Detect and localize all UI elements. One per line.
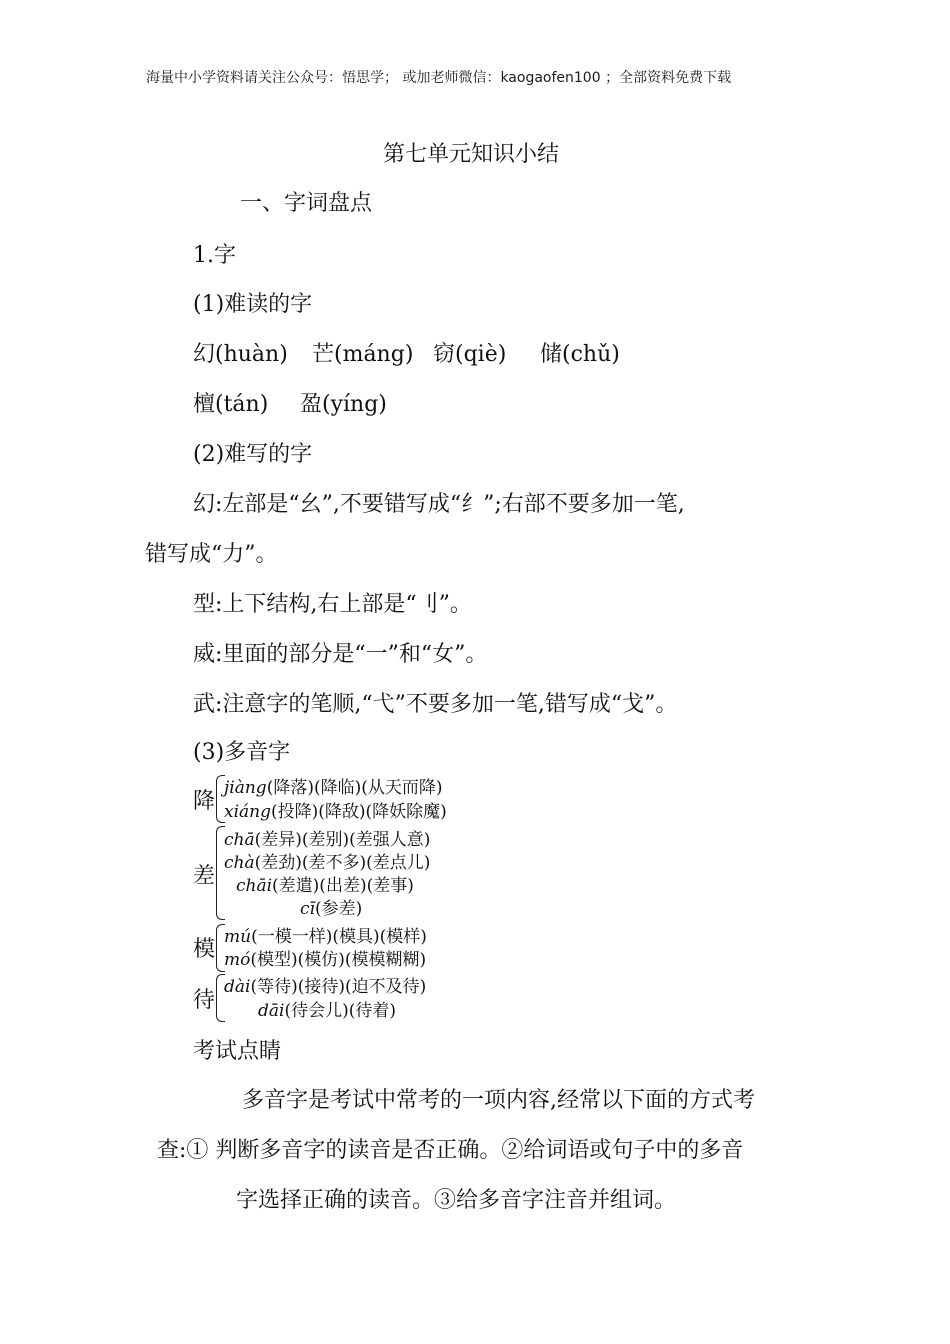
- hard-read-item: 储(chǔ): [540, 342, 620, 367]
- polyphonic-char: 待: [193, 988, 216, 1013]
- hard-read-item: 窃(qiè): [433, 342, 507, 367]
- page-header: 海量中小学资料请关注公众号：悟思学； 或加老师微信：kaogaofen100 ；全部资料免费下载: [146, 70, 732, 86]
- hard-read-item: 幻(huàn): [193, 342, 288, 367]
- hard-read-item: 盈(yíng): [300, 392, 387, 417]
- hard-write-item: 武:注意字的笔顺,“弋”不要多加一笔,错写成“戈”。: [193, 692, 678, 717]
- polyphonic-line: dāi(待会儿)(待着): [258, 1001, 396, 1021]
- page-title: 第七单元知识小结: [383, 142, 560, 167]
- polyphonic-line: mú(一模一样)(模具)(模样): [224, 927, 427, 947]
- polyphonic-char: 降: [193, 789, 216, 814]
- exam-paragraph-line: 字选择正确的读音。③给多音字注音并组词。: [236, 1188, 677, 1213]
- polyphonic-line: cī(参差): [300, 899, 363, 919]
- exam-paragraph-line: 查:① 判断多音字的读音是否正确。②给词语或句子中的多音: [157, 1138, 744, 1163]
- hard-read-item: 芒(máng): [312, 342, 414, 367]
- hard-write-item: 型:上下结构,右上部是“刂”。: [193, 592, 472, 617]
- polyphonic-char: 差: [193, 864, 216, 889]
- polyphonic-line: mó(模型)(模仿)(模模糊糊): [224, 950, 427, 970]
- polyphonic-line: jiàng(降落)(降临)(从天而降): [224, 778, 443, 798]
- hard-read-heading: (1)难读的字: [193, 292, 313, 317]
- hard-write-heading: (2)难写的字: [193, 442, 313, 467]
- hard-write-item: 错写成“力”。: [145, 542, 278, 567]
- hard-read-item: 檀(tán): [193, 392, 269, 417]
- polyphonic-heading: (3)多音字: [193, 740, 291, 765]
- section-heading: 一、字词盘点: [240, 191, 373, 216]
- polyphonic-line: xiáng(投降)(降敌)(降妖除魔): [224, 802, 447, 822]
- polyphonic-line: chāi(差遣)(出差)(差事): [236, 876, 414, 896]
- exam-heading: 考试点睛: [193, 1039, 282, 1064]
- hard-write-item: 威:里面的部分是“一”和“女”。: [193, 642, 488, 667]
- hard-write-item: 幻:左部是“幺”,不要错写成“纟”;右部不要多加一笔,: [193, 492, 685, 517]
- polyphonic-char: 模: [193, 937, 216, 962]
- subsection-heading: 1.字: [193, 243, 236, 268]
- polyphonic-line: chā(差异)(差别)(差强人意): [224, 830, 431, 850]
- polyphonic-line: chà(差劲)(差不多)(差点儿): [224, 853, 431, 873]
- polyphonic-line: dài(等待)(接待)(迫不及待): [224, 977, 427, 997]
- exam-paragraph-line: 多音字是考试中常考的一项内容,经常以下面的方式考: [242, 1088, 755, 1113]
